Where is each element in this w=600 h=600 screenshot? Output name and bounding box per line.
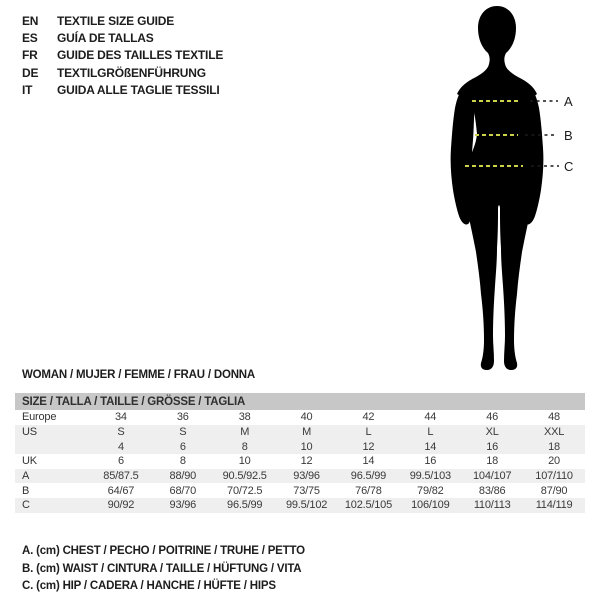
cell: XXL [523, 425, 585, 440]
language-title: TEXTILE SIZE GUIDE [57, 13, 175, 28]
row-label: B [22, 484, 30, 497]
size-table [15, 393, 585, 513]
cell: 83/86 [478, 484, 506, 497]
cell: 87/90 [540, 484, 568, 497]
cell: 40 [300, 411, 313, 424]
table-row-uk [15, 454, 585, 469]
cell: 85/87.5 [90, 469, 152, 484]
cell: 4 [90, 439, 152, 454]
cell: S [152, 425, 214, 440]
cell: 106/109 [399, 498, 461, 513]
row-label: UK [22, 455, 37, 468]
table-row-waist [15, 483, 585, 498]
waist-marker-label: B [564, 128, 573, 143]
table-row-europe [15, 410, 585, 425]
language-row-it [22, 81, 223, 98]
cell: 34 [115, 411, 127, 424]
language-code: EN [22, 13, 39, 28]
measurement-legend [22, 545, 305, 598]
row-label: US [15, 425, 90, 440]
cell: 12 [300, 455, 313, 468]
cell: 14 [362, 455, 375, 468]
cell: M [214, 425, 276, 440]
language-code: FR [22, 48, 38, 63]
language-row-de [22, 64, 223, 81]
cell: 44 [424, 411, 437, 424]
language-title: GUÍA DE TALLAS [57, 30, 154, 45]
cell: 114/119 [523, 498, 585, 513]
language-title: GUIDA ALLE TAGLIE TESSILI [57, 82, 220, 97]
language-row-fr [22, 47, 223, 64]
cell: 18 [523, 439, 585, 454]
cell: 10 [238, 455, 251, 468]
cell: 73/75 [293, 484, 320, 497]
cell: L [338, 425, 400, 440]
row-label: Europe [22, 411, 57, 424]
legend-chest: A. (cm) CHEST / PECHO / POITRINE / TRUHE / PETTO [22, 545, 305, 557]
language-code: IT [22, 82, 33, 97]
table-header: SIZE / TALLA / TAILLE / GRÖSSE / TAGLIA [15, 393, 585, 410]
hip-marker-label: C [564, 159, 574, 174]
language-row-es [22, 29, 223, 46]
cell: 96.5/99 [214, 498, 276, 513]
body-measurement-figure [420, 0, 585, 372]
language-title: GUIDE DES TAILLES TEXTILE [57, 48, 224, 63]
cell: 79/82 [417, 484, 444, 497]
cell: 8 [179, 455, 186, 468]
cell: 96.5/99 [338, 469, 400, 484]
cell: 38 [238, 411, 251, 424]
chest-marker-label: A [564, 94, 573, 109]
language-code: ES [22, 30, 38, 45]
table-row-chest [15, 469, 585, 484]
cell: 64/67 [107, 484, 135, 497]
cell: XL [461, 425, 523, 440]
gender-title: WOMAN / MUJER / FEMME / FRAU / DONNA [22, 369, 256, 381]
language-list [22, 12, 223, 98]
cell: 16 [424, 455, 437, 468]
table-header-row [15, 393, 585, 410]
woman-silhouette-svg [420, 0, 585, 372]
cell: 16 [461, 439, 523, 454]
cell: 36 [176, 411, 189, 424]
cell: 68/70 [169, 484, 197, 497]
cell: 8 [214, 439, 276, 454]
cell: 102.5/105 [338, 498, 400, 513]
cell: 93/96 [276, 469, 338, 484]
language-code: DE [22, 65, 39, 80]
cell: 10 [276, 439, 338, 454]
cell: 70/72.5 [227, 484, 263, 497]
cell: 14 [399, 439, 461, 454]
table-row-us-numeric [15, 439, 585, 454]
cell: 88/90 [152, 469, 214, 484]
table-row-us [15, 425, 585, 440]
cell: S [90, 425, 152, 440]
cell: 6 [152, 439, 214, 454]
cell: 99.5/103 [399, 469, 461, 484]
row-label [15, 439, 90, 454]
cell: 110/113 [461, 498, 523, 513]
cell: 104/107 [461, 469, 523, 484]
cell: 20 [548, 455, 560, 468]
row-label: C [15, 498, 90, 513]
cell: 46 [486, 411, 499, 424]
legend-waist: B. (cm) WAIST / CINTURA / TAILLE / HÜFTUNG / VITA [22, 562, 302, 575]
row-label: A [15, 469, 90, 484]
legend-hip: C. (cm) HIP / CADERA / HANCHE / HÜFTE / HIPS [22, 580, 276, 592]
cell: 76/78 [355, 484, 382, 497]
cell: M [276, 425, 338, 440]
language-title: TEXTILGRÖßENFÜHRUNG [57, 65, 206, 80]
cell: 12 [338, 439, 400, 454]
cell: 42 [362, 411, 375, 424]
language-row-en [22, 12, 223, 29]
cell: 90.5/92.5 [214, 469, 276, 484]
cell: 99.5/102 [276, 498, 338, 513]
cell: 93/96 [152, 498, 214, 513]
cell: 6 [117, 455, 124, 468]
table-row-hip [15, 498, 585, 513]
cell: 90/92 [90, 498, 152, 513]
cell: 18 [486, 455, 499, 468]
cell: 48 [548, 411, 560, 424]
cell: 107/110 [523, 469, 585, 484]
cell: L [399, 425, 461, 440]
